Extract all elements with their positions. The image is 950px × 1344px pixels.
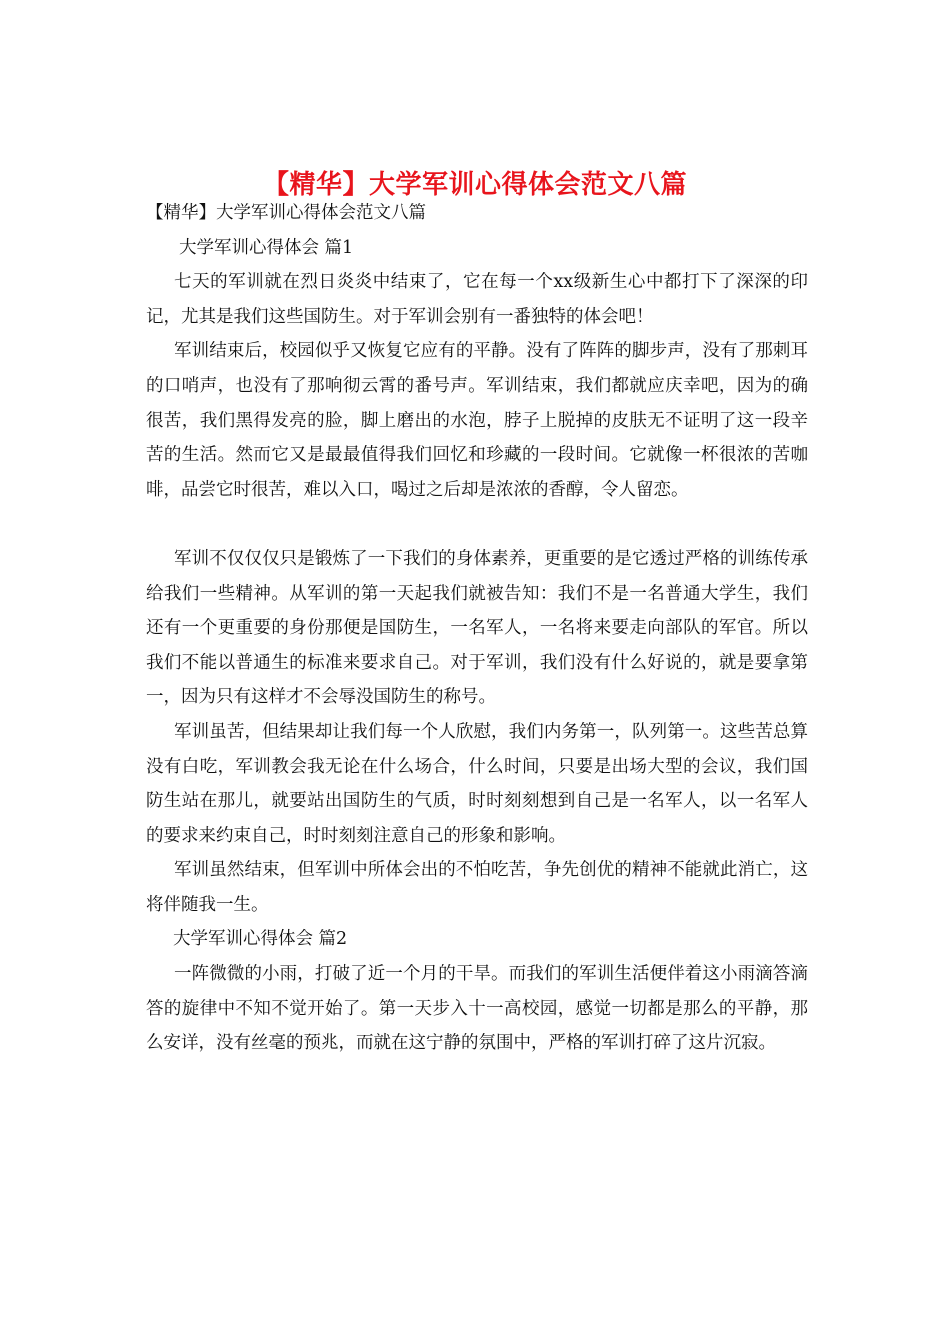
paragraph: 军训不仅仅仅只是锻炼了一下我们的身体素养，更重要的是它透过严格的训练传承给我们一些精神。从军训的第一天起我们就被告知：我们不是一名普通大学生，我们还有一个更重要的身份那便是国防生，一名军人，一名将来要走向部队的军官。所以我们不能以普通生的标准来要求自己。对于军训，我们没有什么好说的，就是要拿第一，因为只有这样才不会辱没国防生的称号。 — [146, 548, 808, 708]
paragraph: 七天的军训就在烈日炎炎中结束了，它在每一个xx级新生心中都打下了深深的印记，尤其是我们这些国防生。对于军训会别有一番独特的体会吧！ — [146, 272, 808, 327]
document-title: 【精华】大学军训心得体会范文八篇 — [262, 170, 687, 201]
section-heading-1: 大学军训心得体会 篇1 — [179, 237, 354, 258]
paragraph: 军训虽苦，但结果却让我们每一个人欣慰，我们内务第一，队列第一。这些苦总算没有白吃，军训教会我无论在什么场合，什么时间，只要是出场大型的会议，我们国防生站在那儿，就要站出国防生的气质，时时刻刻想到自己是一名军人，以一名军人的要求来约束自己，时时刻刻注意自己的形象和影响。 — [146, 721, 808, 846]
blank-line — [146, 507, 808, 542]
section-heading-2: 大学军训心得体会 篇2 — [173, 929, 348, 950]
paragraph: 一阵微微的小雨，打破了近一个月的干旱。而我们的军训生活便伴着这小雨滴答滴答的旋律中不知不觉开始了。第一天步入十一高校园，感觉一切都是那么的平静，那么安详，没有丝毫的预兆，而就在这宁静的氛围中，严格的军训打碎了这片沉寂。 — [146, 964, 808, 1054]
document-subtitle: 【精华】大学军训心得体会范文八篇 — [146, 203, 426, 223]
document-body — [146, 196, 808, 1061]
paragraph: 军训虽然结束，但军训中所体会出的不怕吃苦，争先创优的精神不能就此消亡，这将伴随我一生。 — [146, 860, 808, 915]
paragraph: 军训结束后，校园似乎又恢复它应有的平静。没有了阵阵的脚步声，没有了那刺耳的口哨声，也没有了那响彻云霄的番号声。军训结束，我们都就应庆幸吧，因为的确很苦，我们黑得发亮的脸，脚上磨出的水泡，脖子上脱掉的皮肤无不证明了这一段辛苦的生活。然而它又是最最值得我们回忆和珍藏的一段时间。它就像一杯很浓的苦咖啡，品尝它时很苦，难以入口，喝过之后却是浓浓的香醇，令人留恋。 — [146, 341, 808, 500]
